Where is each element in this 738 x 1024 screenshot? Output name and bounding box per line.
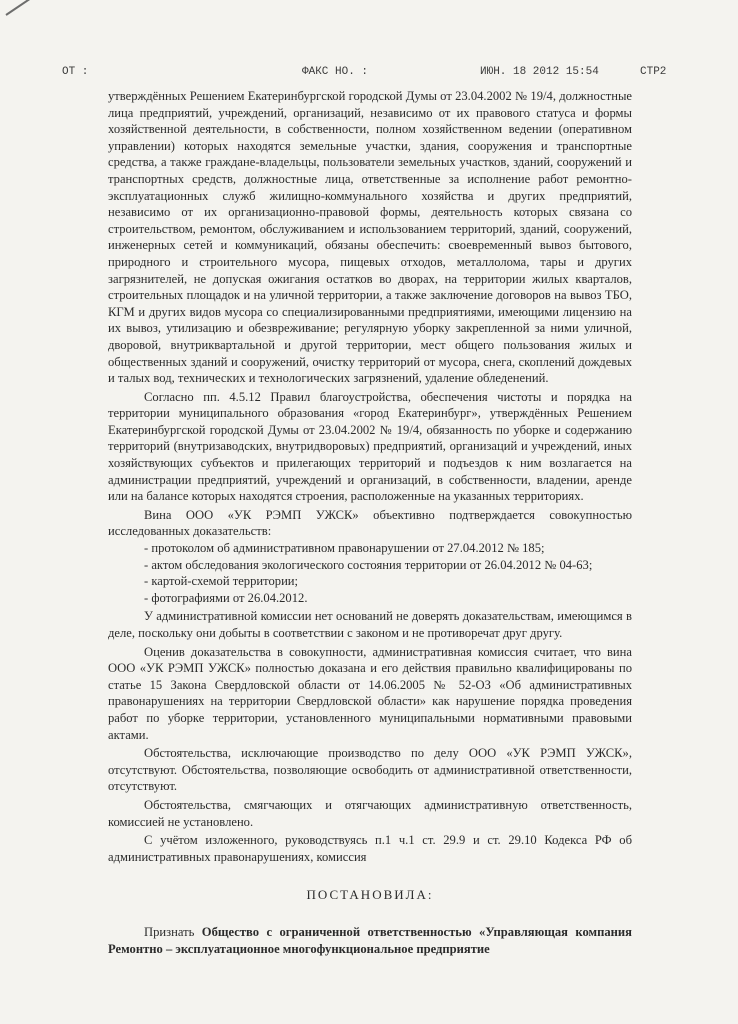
resolution-heading: ПОСТАНОВИЛА: <box>306 887 434 903</box>
evidence-list-item: - картой-схемой территории; <box>144 574 299 589</box>
paragraph-assessment: Оценив доказательства в совокупности, административная комиссия считает, что вина ООО «УК РЭМП УЖСК» полностью доказана и его действия правильно квалифицированы по статье 15 Закона Свердловской области от 14.06.2005 № 52-ОЗ «Об административных правонарушениях на территории Свердловской области» как нарушение порядка проведения работ по уборке территории, установленного муниципальными нормативными правовыми актами. <box>108 644 632 742</box>
paragraph-rules-reference: Согласно пп. 4.5.12 Правил благоустройства, обеспечения чистоты и порядка на территории муниципального образования «город Екатеринбург», утверждённых Решением Екатеринбургской городской Думы от 23.04.2002 № 19/4, обязанность по уборке и содержанию территорий (внутризаводских, внутридворовых) предприятий, организаций и учреждений, иных хозяйствующих субъектов и прилегающих территорий и подъездов к ним возлагается на администрации предприятий, учреждений и организаций, в собственности, владении, аренде или на балансе которых находятся строения, расположенные на указанных территориях. <box>108 389 632 504</box>
document-body <box>108 88 632 957</box>
paragraph-exclusions: Обстоятельства, исключающие производство по делу ООО «УК РЭМП УЖСК», отсутствуют. Обстоятельства, позволяющие освободить от административной ответственности, отсутствуют. <box>108 746 632 794</box>
paragraph-considering: С учётом изложенного, руководствуясь п.1 ч.1 ст. 29.9 и ст. 29.10 Кодекса РФ об административных правонарушениях, комиссия <box>108 833 632 864</box>
evidence-list-item: - протоколом об административном правонарушении от 27.04.2012 № 185; <box>144 541 545 556</box>
resolution-company: Общество с ограниченной ответственностью «Управляющая компания Ремонтно – эксплуатационное многофункциональное предприятие <box>108 924 632 956</box>
paragraph-obligations: утверждённых Решением Екатеринбургской городской Думы от 23.04.2002 № 19/4, должностные лица предприятий, учреждений, организаций, независимо от их правового статуса и формы хозяйственной деятельности, в собственности, полном хозяйственном ведении (оперативном управлении) которых находятся земельные участки, здания, сооружения и транспортные средства, а также граждане-владельцы, пользователи земельных участков, зданий, сооружений и транспортных средств, должностные лица, ответственные за исполнение работ ремонтно-эксплуатационных служб жилищно-коммунального хозяйства и других предприятий, независимо от их организационно-правовой формы, деятельность которых связана со строительством, ремонтом, обслуживанием и использованием территорий, зданий, сооружений, инженерных сетей и коммуникаций, обязаны обеспечить: своевременный вывоз бытового, природного и строительного мусора, пищевых отходов, металлолома, тары и других загрязнителей, не допуская ожигания остатков во дворах, на территории жилых кварталов, строительных площадок и на уличной территории, а также заключение договоров на вывоз ТБО, КГМ и других видов мусора со специализированными предприятиями, имеющими лицензию на их вывоз, утилизацию и обезвреживание; регулярную уборку закрепленной за ними уличной, дворовой, внутриквартальной и другой территории, мест общего пользования жилых и общественных зданий и сооружений, очистку территорий от мусора, снега, скоплений дождевых и талых вод, технических и технологических загрязнений, удаление обледенений. <box>108 89 632 386</box>
fax-date: ИЮН. 18 2012 15:54 <box>480 66 599 78</box>
fax-header <box>62 66 728 84</box>
fax-page-number: СТР2 <box>640 66 667 78</box>
evidence-list-item: - фотографиями от 26.04.2012. <box>144 590 308 605</box>
resolution-lead: Признать <box>144 924 195 939</box>
paragraph-mitigating: Обстоятельства, смягчающих и отягчающих административную ответственность, комиссией не установлено. <box>108 797 632 829</box>
fax-from-label: ОТ : <box>62 66 89 78</box>
scan-mark <box>5 0 64 16</box>
fax-phone-label: ФАКС НО. : <box>302 66 369 78</box>
paragraph-no-grounds: У административной комиссии нет оснований не доверять доказательствам, имеющимся в деле, поскольку они добыты в соответствии с законом и не противоречат друг другу. <box>108 609 632 640</box>
paragraph-resolution <box>108 924 632 957</box>
paragraph-guilt-evidence: Вина ООО «УК РЭМП УЖСК» объективно подтверждается совокупностью исследованных доказательств: <box>108 507 632 539</box>
evidence-list-item: - актом обследования экологического состояния территории от 26.04.2012 № 04-63; <box>144 557 593 572</box>
